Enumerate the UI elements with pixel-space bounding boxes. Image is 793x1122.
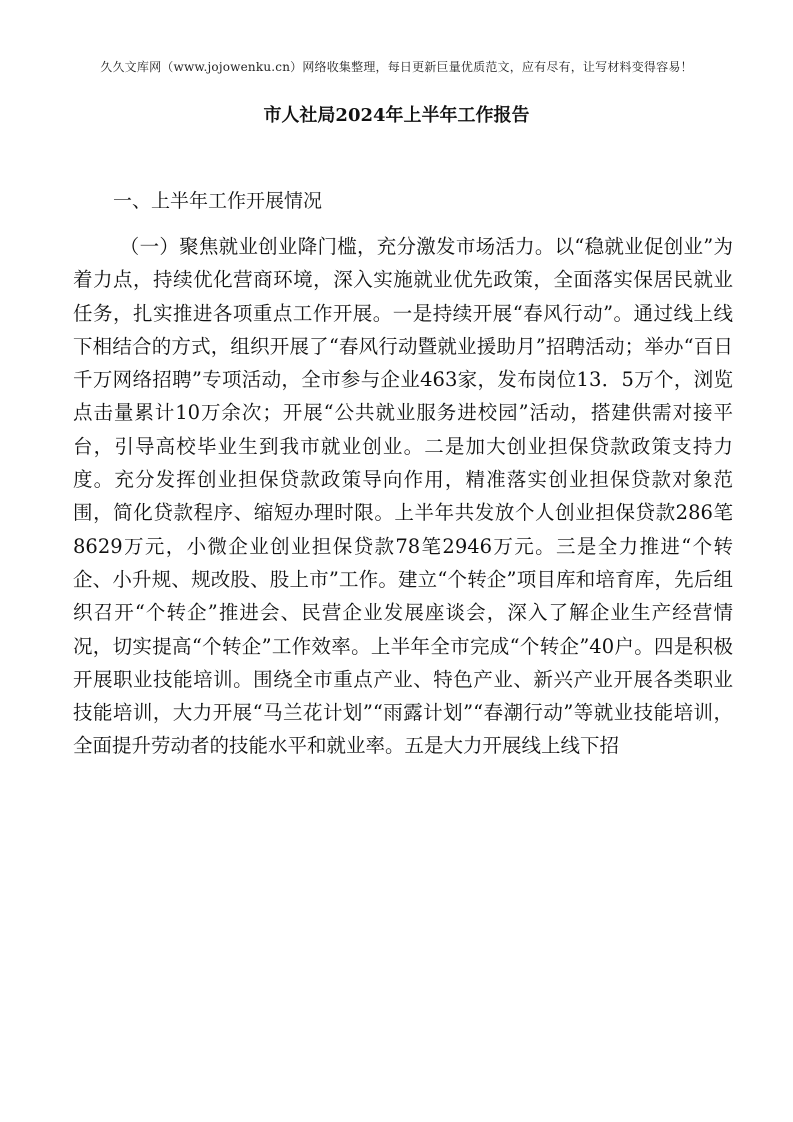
section-heading: 一、上半年工作开展情况 [113,190,323,212]
body-paragraph: （一）聚焦就业创业降门槛，充分激发市场活力。以“稳就业促创业”为着力点，持续优化营商环境，深入实施就业优先政策，全面落实保居民就业任务，扎实推进各项重点工作开展。一是持续开展“春风行动”。通过线上线下相结合的方式，组织开展了“春风行动暨就业援助月”招聘活动；举办“百日千万网络招聘”专项活动，全市参与企业463家，发布岗位13．5万个，浏览点击量累计10万余次；开展“公共就业服务进校园”活动，搭建供需对接平台，引导高校毕业生到我市就业创业。二是加大创业担保贷款政策支持力度。充分发挥创业担保贷款政策导向作用，精准落实创业担保贷款对象范围，简化贷款程序、缩短办理时限。上半年共发放个人创业担保贷款286笔8629万元，小微企业创业担保贷款78笔2946万元。三是全力推进“个转企、小升规、规改股、股上市”工作。建立“个转企”项目库和培育库，先后组织召开“个转企”推进会、民营企业发展座谈会，深入了解企业生产经营情况，切实提高“个转企”工作效率。上半年全市完成“个转企”40户。四是积极开展职业技能培训。围绕全市重点产业、特色产业、新兴产业开展各类职业技能培训，大力开展“马兰花计划”“雨露计划”“春潮行动”等就业技能培训，全面提升劳动者的技能水平和就业率。五是大力开展线上线下招 [73,235,733,758]
header-note: 久久文库网（www.jojowenku.cn）网络收集整理，每日更新巨量优质范文，应有尽有，让写材料变得容易！ [100,60,693,74]
document-title: 市人社局2024年上半年工作报告 [263,105,530,126]
